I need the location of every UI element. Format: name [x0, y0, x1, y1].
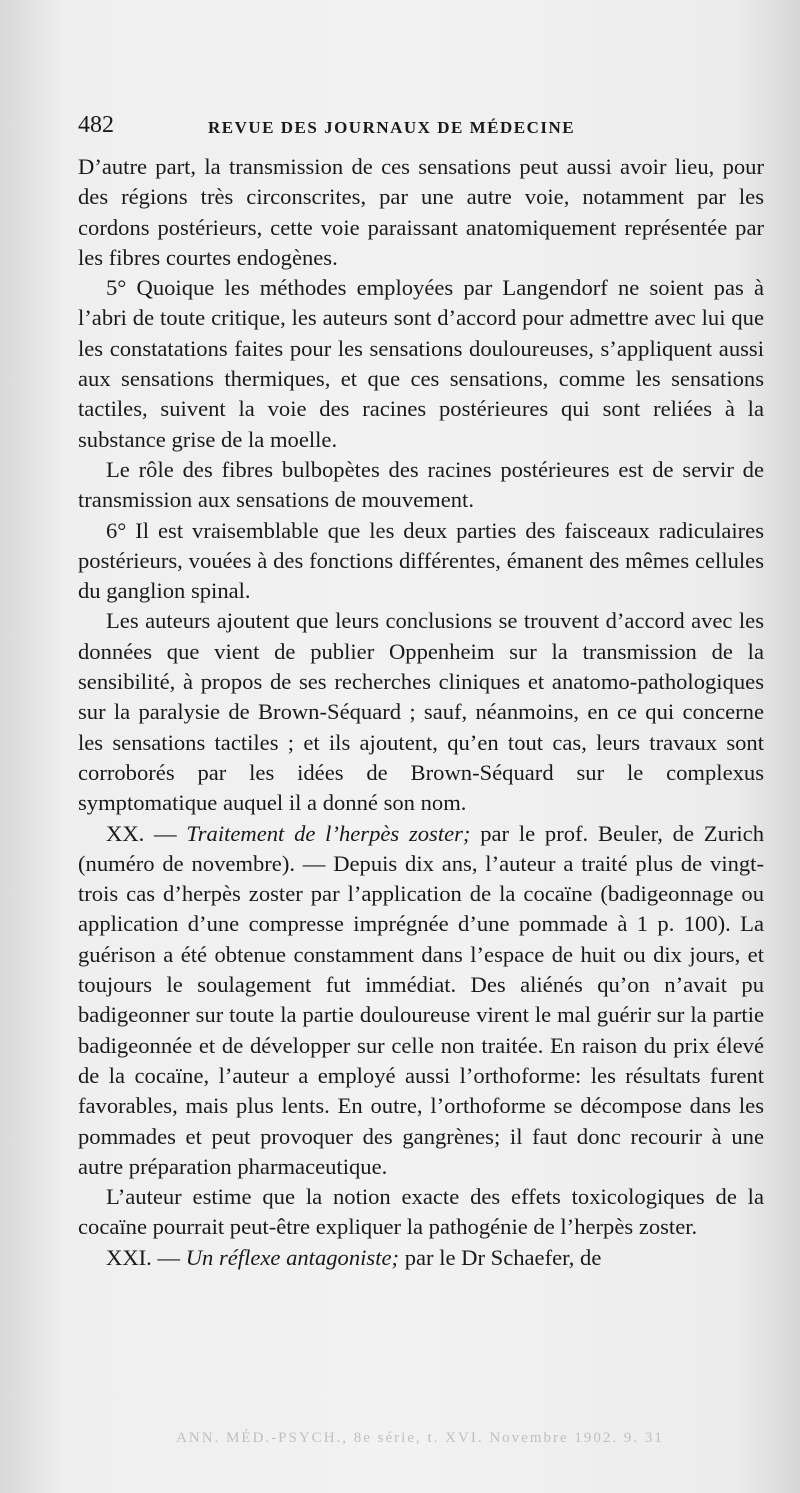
section-xxi-paragraph	[78, 1243, 764, 1273]
section-text: par le prof. Beuler, de Zurich (numéro de novembre). — Depuis dix ans, l’auteur a traité plus de vingt-trois cas d’herpès zoster par l’application de la cocaïne (badigeonnage ou application d’une compresse imprégnée d’une pommade à 1 p. 100). La guérison a été obtenue constamment dans l’espace de huit ou dix jours, et toujours le soulagement fut immédiat. Des aliénés qu’on n’avait pu badigeonner sur toute la partie douloureuse virent le mal guérir sur la partie badigeonnée et de développer sur celle non traitée. En raison du prix élevé de la cocaïne, l’auteur a employé aussi l’orthoforme: les résultats furent favorables, mais plus lents. En outre, l’orthoforme se décompose dans les pommades et peut provoquer des gangrènes; il faut donc recourir à une autre préparation pharmaceutique.	[78, 820, 764, 1179]
paragraph: 5° Quoique les méthodes employées par Langendorf ne soient pas à l’abri de toute critique, les auteurs sont d’accord pour admettre avec lui que les constatations faites pour les sensations douloureuses, s’appliquent aussi aux sensations thermiques, et que ces sensations, comme les sensations tactiles, suivent la voie des racines postérieures qui sont reliées à la substance grise de la moelle.	[78, 275, 764, 452]
paragraph: 6° Il est vraisemblable que les deux parties des faisceaux radiculaires postérieurs, vouées à des fonctions différentes, émanent des mêmes cellules du ganglion spinal.	[78, 517, 764, 604]
section-text: par le Dr Schaefer, de	[399, 1244, 602, 1270]
section-xx-paragraph	[78, 819, 764, 1183]
page-number: 482	[78, 112, 114, 138]
article-body	[78, 152, 764, 1273]
running-head: REVUE DES JOURNAUX DE MÉDECINE	[208, 118, 576, 137]
section-number: XX. —	[106, 820, 177, 846]
paragraph: L’auteur estime que la notion exacte des effets toxicologiques de la cocaïne pourrait peut-être expliquer la pathogénie de l’herpès zoster.	[78, 1184, 764, 1240]
section-number: XXI. —	[106, 1244, 181, 1270]
paragraph: Les auteurs ajoutent que leurs conclusions se trouvent d’accord avec les données que vient de publier Oppenheim sur la transmission de la sensibilité, à propos de ses recherches cliniques et anatomo-pathologiques sur la paralysie de Brown-Séquard ; sauf, néanmoins, en ce qui concerne les sensations tactiles ; et ils ajoutent, qu’en tout cas, leurs travaux sont corroborés par les idées de Brown-Séquard sur le complexus symptomatique auquel il a donné son nom.	[78, 608, 764, 816]
page-header	[78, 112, 768, 146]
paragraph: Le rôle des fibres bulbopètes des racines postérieures est de servir de transmission aux sensations de mouvement.	[78, 456, 764, 513]
section-title: Un réflexe antagoniste;	[185, 1244, 400, 1270]
paragraph: D’autre part, la transmission de ces sensations peut aussi avoir lieu, pour des régions très circonscrites, par une autre voie, notamment par les cordons postérieurs, cette voie paraissant anatomiquement représentée par les fibres courtes endogènes.	[78, 154, 764, 270]
section-title: Traitement de l’herpès zoster;	[186, 820, 471, 846]
page-footer: ANN. MÉD.-PSYCH., 8e série, t. XVI. Novembre 1902. 9. 31	[176, 1430, 664, 1446]
